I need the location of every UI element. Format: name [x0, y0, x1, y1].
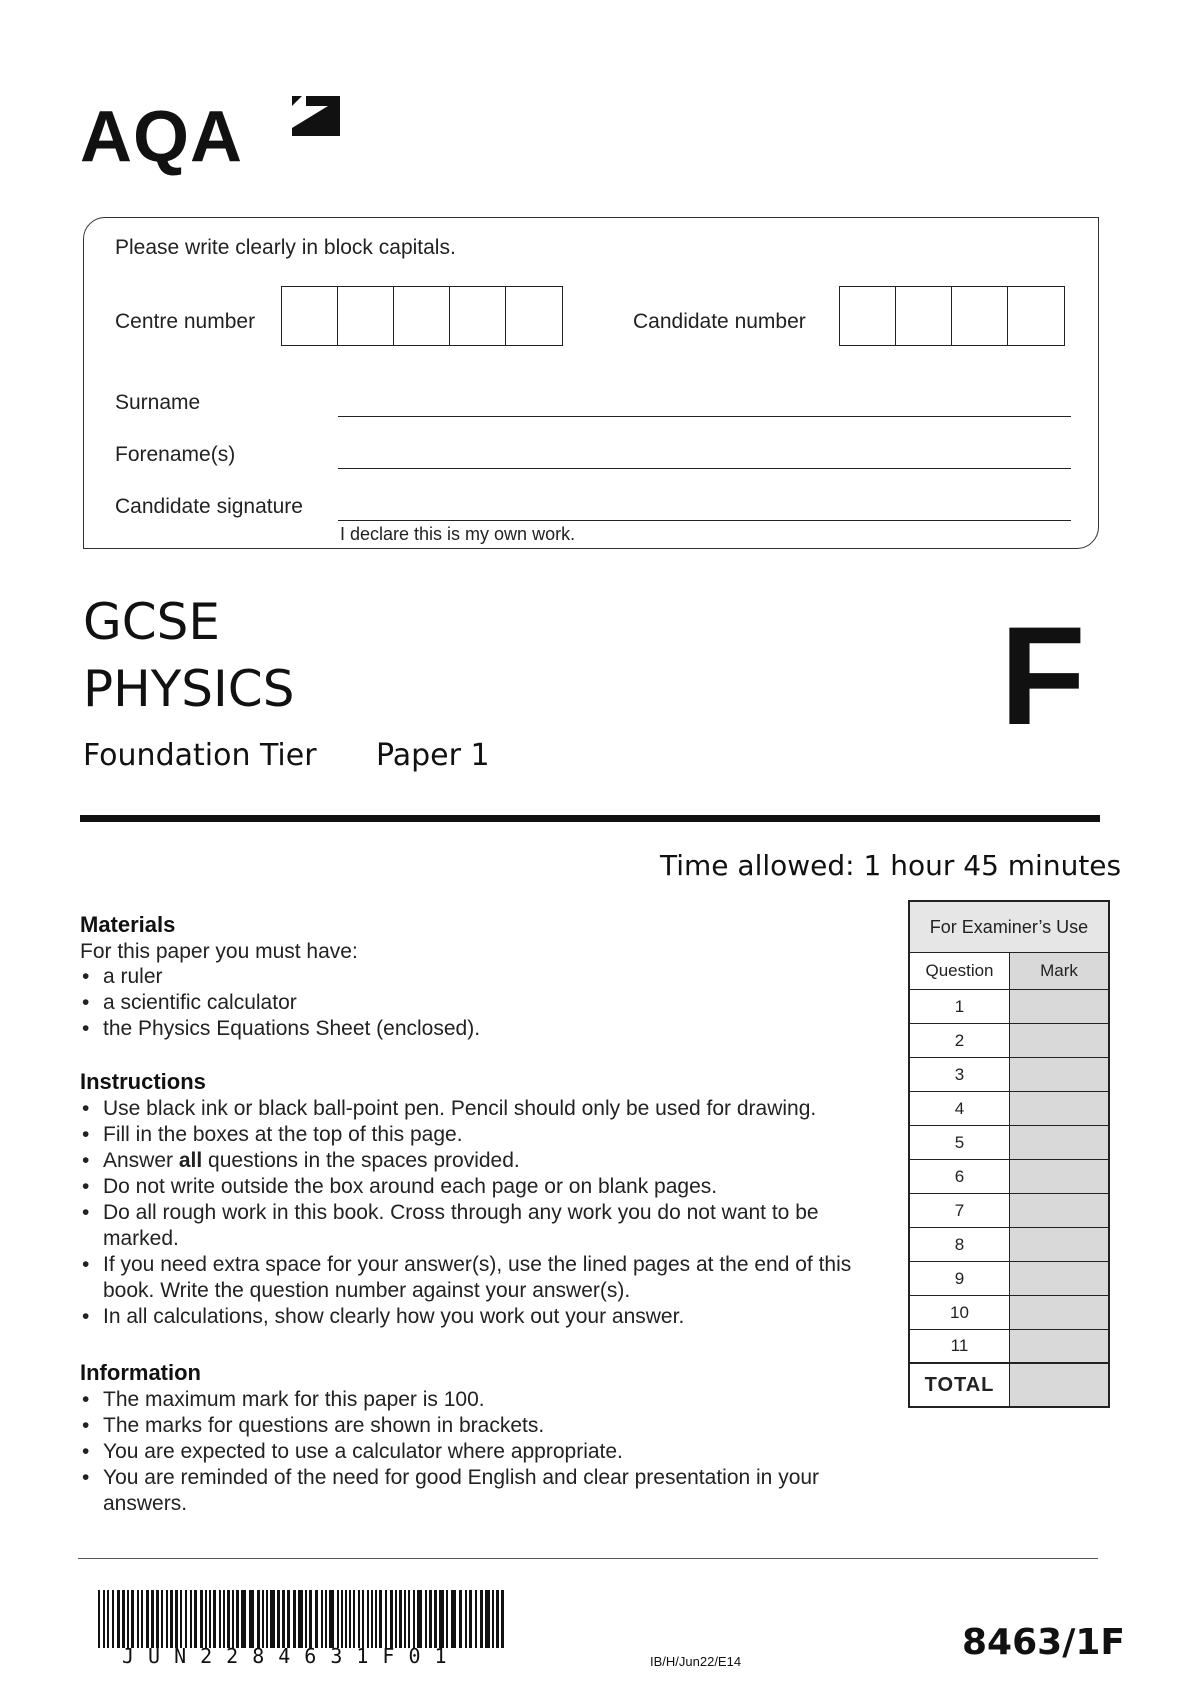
- surname-label: Surname: [115, 391, 201, 414]
- question-number: 8: [910, 1228, 1010, 1261]
- list-item: • In all calculations, show clearly how you work out your answer.: [80, 1304, 880, 1330]
- barcode-bar: [315, 1590, 318, 1648]
- candidate-digit-box[interactable]: [952, 287, 1008, 345]
- candidate-digit-box[interactable]: [896, 287, 952, 345]
- question-number: 2: [910, 1024, 1010, 1057]
- list-item: • The marks for questions are shown in brackets.: [80, 1413, 880, 1439]
- answer-all-text: Answer all questions in the spaces provided.: [103, 1149, 520, 1172]
- list-item: • The maximum mark for this paper is 100.: [80, 1387, 880, 1413]
- barcode-bar: [399, 1590, 402, 1648]
- barcode-bar: [480, 1590, 483, 1648]
- barcode-bar: [385, 1590, 387, 1648]
- barcode-bar: [180, 1590, 182, 1648]
- declaration-text: I declare this is my own work.: [340, 524, 576, 544]
- table-row: [910, 1262, 1108, 1296]
- barcode-bar: [475, 1590, 477, 1648]
- barcode-bar: [166, 1590, 168, 1648]
- signature-label: Candidate signature: [115, 495, 303, 518]
- question-column-header: Question: [910, 953, 1010, 989]
- total-row: [910, 1364, 1108, 1406]
- mark-cell: [1010, 1126, 1108, 1159]
- paper-code: 8463/1F: [962, 1622, 1125, 1663]
- list-item: • If you need extra space for your answer(s), use the lined pages at the end of this book. Write the question number against your answer(s).: [80, 1252, 880, 1304]
- barcode-bar: [329, 1590, 334, 1648]
- barcode-bar: [353, 1590, 355, 1648]
- subject-title: PHYSICS: [83, 660, 295, 718]
- barcode-bar: [349, 1590, 351, 1648]
- barcode-bar: [282, 1590, 285, 1648]
- centre-digit-box[interactable]: [450, 287, 506, 345]
- barcode-bar: [131, 1590, 134, 1648]
- barcode-bar: [439, 1590, 444, 1648]
- barcode-bar: [345, 1590, 347, 1648]
- question-number: 1: [910, 990, 1010, 1023]
- paper-reference: IB/H/Jun22/E14: [650, 1654, 742, 1669]
- question-number: 7: [910, 1194, 1010, 1227]
- barcode-bar: [232, 1590, 234, 1648]
- barcode-bar: [341, 1590, 343, 1648]
- barcode-bar: [127, 1590, 129, 1648]
- barcode-bar: [298, 1590, 303, 1648]
- footer-divider: [78, 1558, 1098, 1559]
- barcode-bar: [156, 1590, 159, 1648]
- instructions-heading: Instructions: [80, 1069, 206, 1094]
- barcode-bar: [425, 1590, 427, 1648]
- barcode-bar: [404, 1590, 406, 1648]
- barcode-bar: [309, 1590, 312, 1648]
- barcode-bar: [141, 1590, 143, 1648]
- barcode-bar: [277, 1590, 280, 1648]
- question-number: 9: [910, 1262, 1010, 1295]
- barcode-bar: [151, 1590, 154, 1648]
- barcode-bar: [459, 1590, 462, 1648]
- aqa-logo: [80, 92, 350, 182]
- question-number: 10: [910, 1296, 1010, 1329]
- barcode-bar: [257, 1590, 260, 1648]
- surname-field[interactable]: [338, 416, 1071, 417]
- mark-cell: [1010, 1024, 1108, 1057]
- barcode-bar: [465, 1590, 467, 1648]
- barcode-bar: [146, 1590, 149, 1648]
- barcode-bar: [205, 1590, 207, 1648]
- list-item: • a ruler: [80, 964, 860, 990]
- barcode-bar: [325, 1590, 327, 1648]
- list-item: • You are reminded of the need for good English and clear presentation in your answers.: [80, 1465, 880, 1517]
- barcode-bar: [501, 1590, 504, 1648]
- tier-name: Foundation Tier: [83, 738, 317, 773]
- barcode-bar: [227, 1590, 230, 1648]
- mark-cell: [1010, 1092, 1108, 1125]
- mark-cell: [1010, 1262, 1108, 1295]
- header-divider: [80, 815, 1100, 822]
- table-row: [910, 1330, 1108, 1364]
- barcode-bar: [358, 1590, 360, 1648]
- centre-digit-box[interactable]: [282, 287, 338, 345]
- forenames-label: Forename(s): [115, 443, 236, 466]
- information-list: [80, 1387, 880, 1517]
- materials-intro: For this paper you must have:: [80, 940, 358, 963]
- table-row: [910, 1058, 1108, 1092]
- barcode-bar: [161, 1590, 163, 1648]
- list-item: • Do all rough work in this book. Cross through any work you do not want to be marked.: [80, 1200, 880, 1252]
- barcode-bar: [266, 1590, 268, 1648]
- mark-column-header: Mark: [1010, 953, 1108, 989]
- table-row: [910, 1126, 1108, 1160]
- barcode-bar: [107, 1590, 109, 1648]
- time-allowed: Time allowed: 1 hour 45 minutes: [660, 849, 1122, 882]
- materials-list: [80, 964, 860, 1042]
- total-mark-cell: [1010, 1364, 1108, 1406]
- mark-cell: [1010, 1228, 1108, 1261]
- centre-number-label: Centre number: [115, 310, 256, 333]
- table-row: [910, 1160, 1108, 1194]
- mark-cell: [1010, 1058, 1108, 1091]
- mark-cell: [1010, 1296, 1108, 1329]
- information-heading: Information: [80, 1360, 201, 1385]
- table-row: [910, 1092, 1108, 1126]
- barcode-bar: [241, 1590, 246, 1648]
- question-number: 3: [910, 1058, 1010, 1091]
- barcode-bar: [305, 1590, 307, 1648]
- mark-cell: [1010, 990, 1108, 1023]
- examiner-table-header: [910, 953, 1108, 990]
- centre-digit-box[interactable]: [506, 287, 562, 345]
- barcode-bar: [413, 1590, 415, 1648]
- barcode-bar: [213, 1590, 216, 1648]
- barcode-bar: [434, 1590, 437, 1648]
- table-row: [910, 1024, 1108, 1058]
- aqa-logo-mark-icon: [284, 92, 342, 150]
- list-item: • Use black ink or black ball-point pen. Pencil should only be used for drawing.: [80, 1096, 880, 1122]
- barcode-bar: [451, 1590, 456, 1648]
- instructions-list: [80, 1096, 880, 1330]
- barcode-bar: [446, 1590, 448, 1648]
- list-item: • the Physics Equations Sheet (enclosed).: [80, 1016, 860, 1042]
- question-number: 5: [910, 1126, 1010, 1159]
- barcode-bar: [270, 1590, 275, 1648]
- table-row: [910, 990, 1108, 1024]
- barcode-bar: [293, 1590, 296, 1648]
- barcode-bar: [337, 1590, 339, 1648]
- barcode-bar: [375, 1590, 377, 1648]
- barcode-bar: [223, 1590, 225, 1648]
- barcode-bar: [185, 1590, 187, 1648]
- barcode-bar: [122, 1590, 125, 1648]
- barcode-bar: [362, 1590, 364, 1648]
- materials-heading: Materials: [80, 912, 176, 937]
- barcode-bar: [219, 1590, 221, 1648]
- barcode-bar: [371, 1590, 373, 1648]
- table-row: [910, 1194, 1108, 1228]
- table-row: [910, 1296, 1108, 1330]
- barcode-bar: [190, 1590, 192, 1648]
- candidate-number-boxes[interactable]: [839, 286, 1065, 346]
- logo-text: AQA: [80, 97, 243, 177]
- block-capitals-instruction: Please write clearly in block capitals.: [115, 236, 456, 259]
- centre-digit-box[interactable]: [394, 287, 450, 345]
- barcode-bar: [408, 1590, 410, 1648]
- list-item: • a scientific calculator: [80, 990, 860, 1016]
- barcode-image: [98, 1590, 508, 1648]
- mark-cell: [1010, 1160, 1108, 1193]
- barcode-bar: [236, 1590, 239, 1648]
- barcode-bar: [249, 1590, 254, 1648]
- barcode-bar: [170, 1590, 173, 1648]
- barcode-bar: [194, 1590, 197, 1648]
- candidate-number-label: Candidate number: [633, 310, 806, 333]
- examiner-use-table: [908, 900, 1110, 1408]
- list-item: • Fill in the boxes at the top of this page.: [80, 1122, 880, 1148]
- barcode-bar: [98, 1590, 100, 1648]
- mark-cell: [1010, 1330, 1108, 1362]
- list-item: • Do not write outside the box around each page or on blank pages.: [80, 1174, 880, 1200]
- barcode-bar: [496, 1590, 499, 1648]
- qualification-title: GCSE: [83, 593, 220, 651]
- paper-number: Paper 1: [376, 738, 490, 773]
- table-row: [910, 1228, 1108, 1262]
- list-item: [80, 1148, 880, 1174]
- barcode-bar: [321, 1590, 323, 1648]
- centre-digit-box[interactable]: [338, 287, 394, 345]
- barcode-digits: JUN2284631F01: [122, 1644, 461, 1668]
- barcode-bar: [117, 1590, 120, 1648]
- barcode-bar: [390, 1590, 393, 1648]
- question-number: 11: [910, 1330, 1010, 1362]
- barcode-bar: [492, 1590, 494, 1648]
- barcode-bar: [112, 1590, 114, 1648]
- examiner-table-title: For Examiner’s Use: [910, 902, 1108, 953]
- barcode-bar: [469, 1590, 472, 1648]
- question-number: 4: [910, 1092, 1010, 1125]
- barcode-bar: [262, 1590, 264, 1648]
- barcode-bar: [175, 1590, 178, 1648]
- barcode-bar: [395, 1590, 397, 1648]
- barcode-bar: [287, 1590, 290, 1648]
- forenames-field[interactable]: [338, 468, 1071, 469]
- centre-number-boxes[interactable]: [281, 286, 563, 346]
- barcode-bar: [417, 1590, 422, 1648]
- barcode-bar: [103, 1590, 105, 1648]
- signature-field[interactable]: [338, 520, 1071, 521]
- question-number: 6: [910, 1160, 1010, 1193]
- candidate-digit-box[interactable]: [840, 287, 896, 345]
- list-item: • You are expected to use a calculator where appropriate.: [80, 1439, 880, 1465]
- barcode-bar: [209, 1590, 211, 1648]
- mark-cell: [1010, 1194, 1108, 1227]
- total-label: TOTAL: [910, 1364, 1010, 1406]
- barcode-bar: [429, 1590, 432, 1648]
- barcode-bar: [200, 1590, 203, 1648]
- barcode-bar: [137, 1590, 139, 1648]
- barcode-bar: [485, 1590, 490, 1648]
- candidate-digit-box[interactable]: [1008, 287, 1064, 345]
- tier-letter: F: [1000, 597, 1086, 754]
- barcode-bar: [379, 1590, 382, 1648]
- barcode-bar: [367, 1590, 369, 1648]
